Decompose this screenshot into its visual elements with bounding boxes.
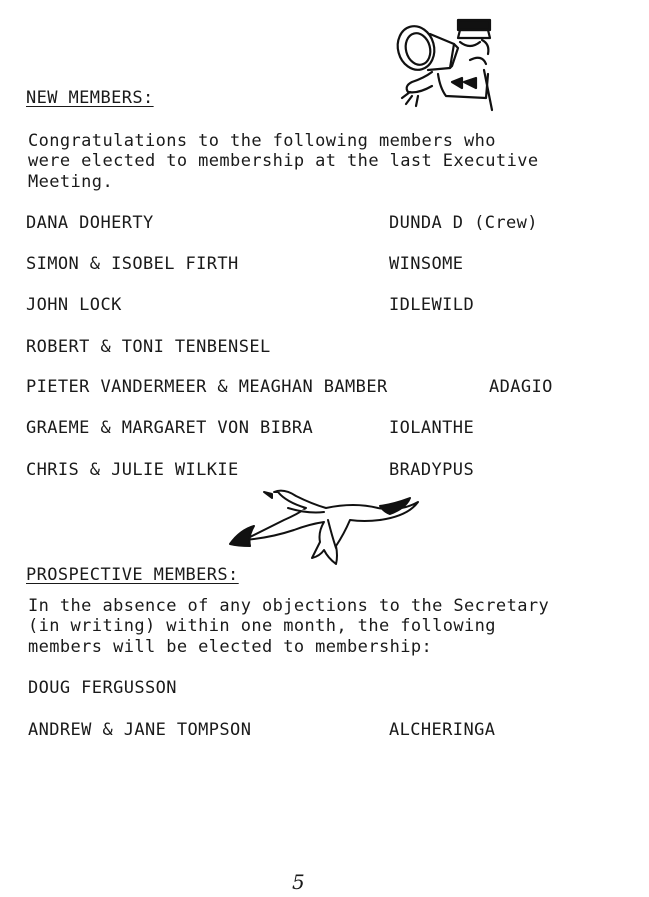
page-number: 5 <box>292 870 305 894</box>
member-name: JOHN LOCK <box>26 295 122 315</box>
new-members-heading: NEW MEMBERS: <box>26 88 154 108</box>
prospective-name: ANDREW & JANE TOMPSON <box>28 720 252 740</box>
member-boat: ADAGIO <box>489 377 553 397</box>
new-members-intro-line-2: were elected to membership at the last Executive <box>28 151 539 171</box>
member-name: ROBERT & TONI TENBENSEL <box>26 337 271 357</box>
new-members-intro-line-1: Congratulations to the following members who <box>28 131 496 151</box>
prospective-members-heading: PROSPECTIVE MEMBERS: <box>26 565 239 585</box>
prospective-boat: ALCHERINGA <box>389 720 496 740</box>
new-members-intro-line-3: Meeting. <box>28 172 114 192</box>
member-boat: DUNDA D (Crew) <box>389 213 538 233</box>
member-boat: BRADYPUS <box>389 460 475 480</box>
prospective-intro-line-3: members will be elected to membership: <box>28 637 433 657</box>
prospective-intro-line-1: In the absence of any objections to the Secretary <box>28 596 550 616</box>
megaphone-figure-icon <box>392 14 502 114</box>
member-name: CHRIS & JULIE WILKIE <box>26 460 239 480</box>
member-boat: WINSOME <box>389 254 464 274</box>
member-name: PIETER VANDERMEER & MEAGHAN BAMBER <box>26 377 388 397</box>
prospective-intro-line-2: (in writing) within one month, the following <box>28 616 496 636</box>
member-name: DANA DOHERTY <box>26 213 154 233</box>
prospective-name: DOUG FERGUSSON <box>28 678 177 698</box>
member-boat: IDLEWILD <box>389 295 475 315</box>
seagull-icon <box>228 486 424 578</box>
member-name: SIMON & ISOBEL FIRTH <box>26 254 239 274</box>
member-name: GRAEME & MARGARET VON BIBRA <box>26 418 314 438</box>
member-boat: IOLANTHE <box>389 418 475 438</box>
